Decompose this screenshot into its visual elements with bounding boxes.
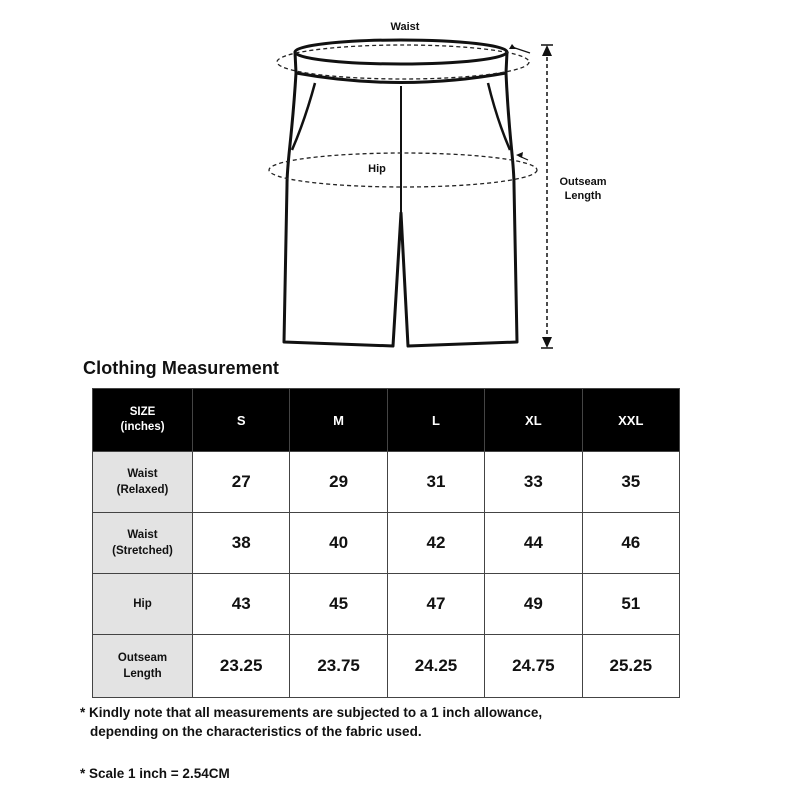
size-column-header: M	[290, 389, 387, 452]
row-label-cell	[93, 574, 193, 635]
row-label-cell	[93, 452, 193, 513]
value-cell: 24.75	[485, 635, 582, 698]
value-cell: 51	[582, 574, 679, 635]
row-label-cell	[93, 635, 193, 698]
hip-label: Hip	[368, 163, 386, 175]
table-row	[93, 574, 680, 635]
value-cell: 43	[193, 574, 290, 635]
outseam-label-line1: Outseam	[559, 176, 607, 188]
value-cell: 40	[290, 513, 387, 574]
table-row	[93, 452, 680, 513]
table-row	[93, 513, 680, 574]
allowance-note-line2: depending on the characteristics of the fabric used.	[90, 724, 422, 739]
table-header-row	[93, 389, 680, 452]
size-column-header: L	[387, 389, 484, 452]
value-cell: 47	[387, 574, 484, 635]
row-label-line2: (Relaxed)	[116, 484, 169, 496]
value-cell: 33	[485, 452, 582, 513]
value-cell: 45	[290, 574, 387, 635]
table-row	[93, 635, 680, 698]
value-cell: 46	[582, 513, 679, 574]
value-cell: 24.25	[387, 635, 484, 698]
shorts-diagram	[0, 0, 800, 360]
outseam-arrow-top	[542, 45, 552, 56]
row-label-line1: Waist	[127, 468, 158, 480]
row-label-line2: Length	[123, 668, 162, 680]
scale-note: * Scale 1 inch = 2.54CM	[80, 766, 230, 781]
size-header-line2: (inches)	[120, 421, 165, 433]
row-label-cell	[93, 513, 193, 574]
row-label-line1: Hip	[133, 598, 152, 610]
value-cell: 38	[193, 513, 290, 574]
value-cell: 27	[193, 452, 290, 513]
value-cell: 49	[485, 574, 582, 635]
value-cell: 31	[387, 452, 484, 513]
value-cell: 35	[582, 452, 679, 513]
value-cell: 29	[290, 452, 387, 513]
measurement-table	[92, 388, 680, 698]
value-cell: 25.25	[582, 635, 679, 698]
outseam-label	[552, 175, 614, 203]
size-column-header: XXL	[582, 389, 679, 452]
allowance-note	[80, 703, 542, 741]
outseam-label-line2: Length	[564, 190, 602, 202]
waistband-top	[295, 40, 507, 64]
row-label-line2: (Stretched)	[112, 545, 173, 557]
row-label-line1: Waist	[127, 529, 158, 541]
size-column-header: S	[193, 389, 290, 452]
allowance-note-line1: * Kindly note that all measurements are subjected to a 1 inch allowance,	[80, 705, 543, 720]
hip-measure-line	[269, 153, 537, 187]
value-cell: 23.75	[290, 635, 387, 698]
outseam-arrow-bottom	[542, 337, 552, 348]
size-column-header: XL	[485, 389, 582, 452]
value-cell: 44	[485, 513, 582, 574]
size-header-line1: SIZE	[129, 406, 156, 418]
row-label-line1: Outseam	[117, 652, 168, 664]
waist-label: Waist	[390, 21, 420, 33]
value-cell: 42	[387, 513, 484, 574]
shorts-illustration	[0, 0, 800, 360]
section-title: Clothing Measurement	[83, 358, 280, 378]
size-header-cell	[93, 389, 193, 452]
value-cell: 23.25	[193, 635, 290, 698]
